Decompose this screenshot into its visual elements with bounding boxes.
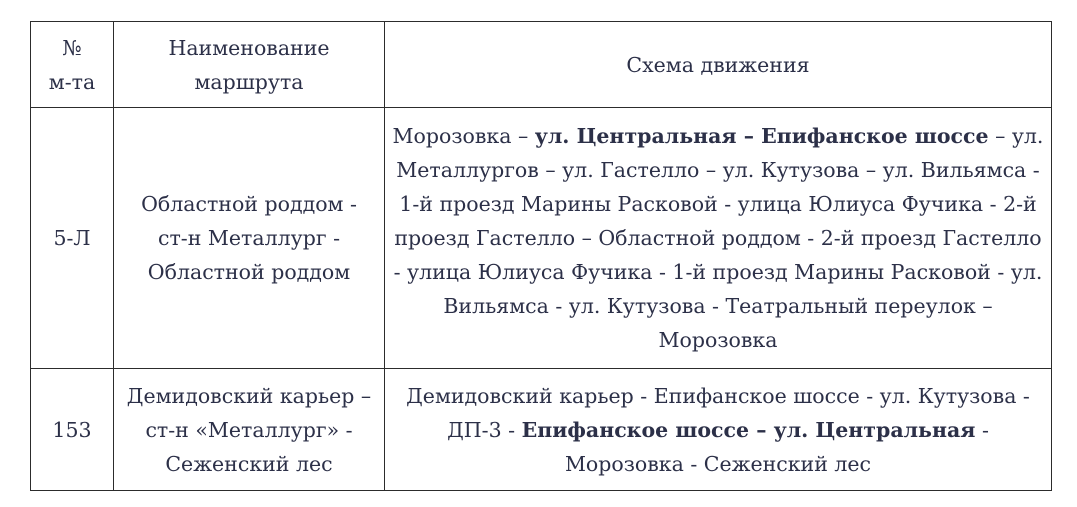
- header-route-number: [31, 22, 114, 108]
- route-scheme-text: Демидовский карьер - Епифанское шоссе - ул. Кутузова - ДП-3 -: [406, 383, 1030, 442]
- route-name-line: Областной роддом -: [141, 192, 357, 216]
- header-name-line1: Наименование: [168, 35, 330, 60]
- route-scheme-cell: [385, 108, 1052, 369]
- route-number: 5-Л: [53, 226, 91, 250]
- route-scheme-text: - Морозовка - Сеженский лес: [564, 417, 989, 476]
- header-name-line2: маршрута: [194, 69, 304, 94]
- route-number: 153: [52, 417, 92, 442]
- route-scheme-cell: [385, 369, 1052, 491]
- route-name-cell: [114, 108, 385, 369]
- route-name-line: ст-н Металлург -: [157, 226, 341, 250]
- route-name-cell: [114, 369, 385, 491]
- route-scheme-bold: Епифанское шоссе – ул. Центральная: [521, 417, 976, 442]
- route-name-line: Сеженский лес: [165, 451, 333, 476]
- table-row: [31, 108, 1052, 369]
- header-number-line2: м-та: [48, 69, 96, 94]
- header-route-name: [114, 22, 385, 108]
- header-route-scheme: [385, 22, 1052, 108]
- route-number-cell: [31, 108, 114, 369]
- routes-table: [30, 21, 1052, 491]
- table-header-row: [31, 22, 1052, 108]
- route-scheme-text: Морозовка –: [392, 124, 535, 148]
- route-name-line: Демидовский карьер –: [126, 383, 372, 408]
- route-number-cell: [31, 369, 114, 491]
- header-scheme-label: Схема движения: [626, 52, 810, 77]
- header-number-line1: №: [62, 35, 82, 60]
- route-scheme-text: – ул. Металлургов – ул. Гастелло – ул. Кутузова – ул. Вильямса - 1-й проезд Марины Расковой - улица Юлиуса Фучика - 2-й проезд Гастелло – Областной роддом - 2-й проезд Гастелло - улица Юлиуса Фучика - 1-й проезд Марины Расковой - ул. Вильямса - ул. Кутузова - Театральный переулок – Морозовка: [393, 124, 1044, 352]
- route-name-line: ст-н «Металлург» -: [145, 417, 353, 442]
- table-row: [31, 369, 1052, 491]
- route-scheme-bold: ул. Центральная – Епифанское шоссе: [534, 124, 989, 148]
- route-name-line: Областной роддом: [147, 260, 351, 284]
